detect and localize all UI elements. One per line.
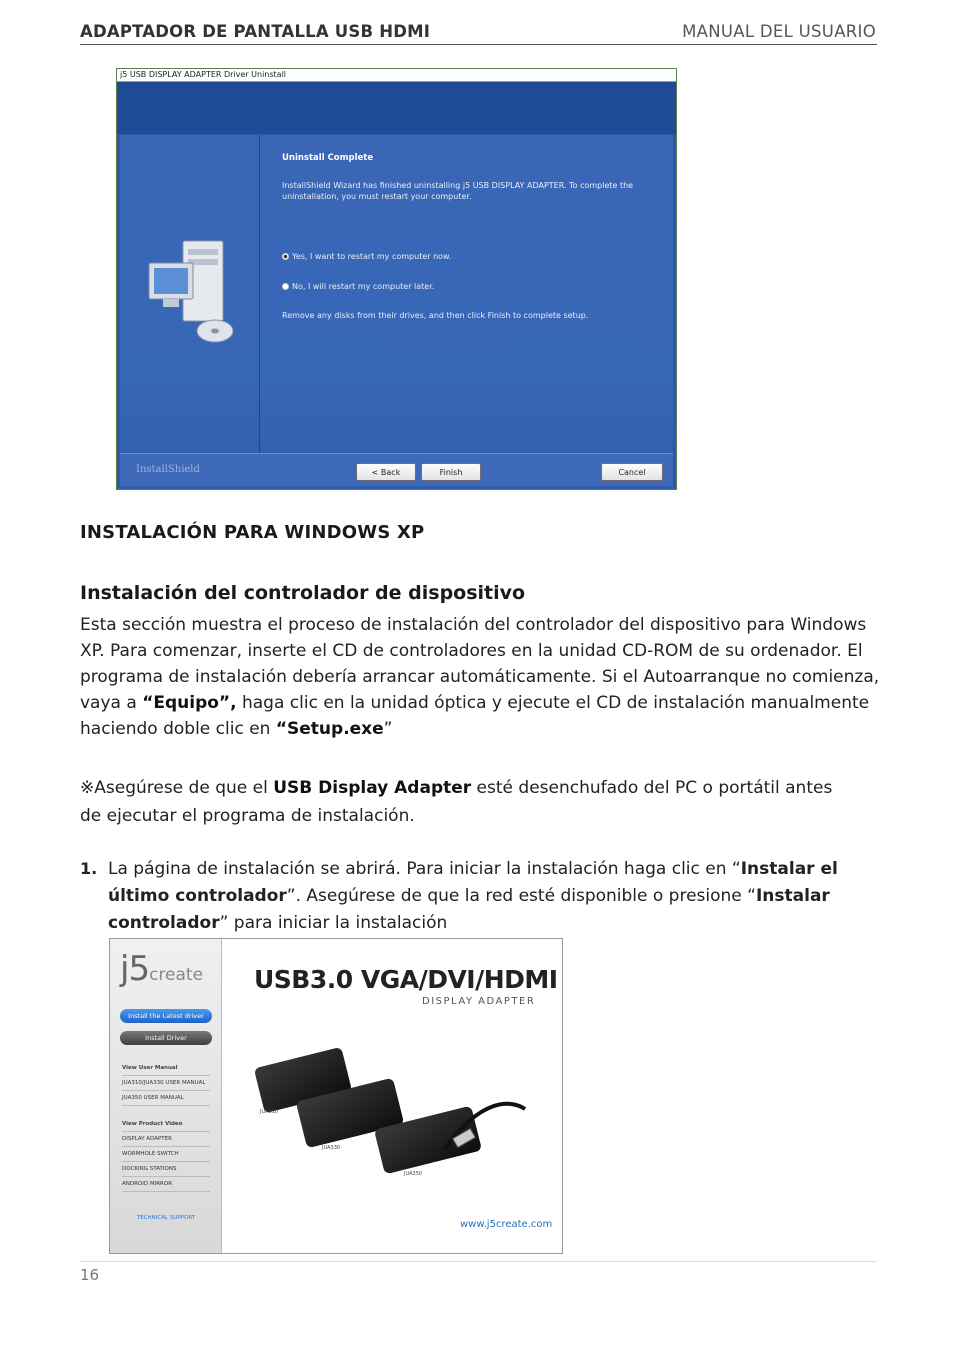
back-button[interactable]: < Back: [356, 463, 416, 481]
uninstall-heading: Uninstall Complete: [282, 153, 374, 163]
step-text-2: ”. Asegúrese de que la red esté disponible o presione “: [286, 886, 756, 906]
menu-jua350-manual[interactable]: JUA350 USER MANUAL: [122, 1091, 210, 1106]
usb-cable-image: [440, 1089, 540, 1159]
restart-now-label: Yes, I want to restart my computer now.: [292, 252, 452, 261]
uninstall-message: InstallShield Wizard has finished uninstalling j5 USB DISPLAY ADAPTER. To complete the uninstallation, you must restart your computer.: [282, 181, 634, 201]
technical-support-label: TECHNICAL SUPPORT: [136, 1215, 196, 1221]
website-link[interactable]: www.j5create.com: [460, 1219, 553, 1230]
menu-android-mirror[interactable]: ANDROID MIRROR: [122, 1177, 210, 1192]
intro-text-2: haga clic en la unidad óptica y ejecute el CD de instalación manualmente haciendo doble clic en: [80, 693, 870, 739]
radio-unselected-icon[interactable]: [282, 283, 289, 290]
header-rule: [80, 44, 877, 45]
intro-text-3: ”: [383, 719, 393, 739]
subsection-title: Instalación del controlador de dispositivo: [80, 582, 526, 604]
footer-rule: [80, 1261, 877, 1262]
window-banner: [117, 82, 676, 134]
step-1-text: [108, 856, 888, 937]
cancel-button[interactable]: Cancel: [601, 463, 663, 481]
menu-view-user-manual: View User Manual: [122, 1061, 210, 1076]
window-separator: [259, 135, 260, 455]
warning-text-1: ※Asegúrese de que el: [80, 778, 274, 798]
header-manual-label: MANUAL DEL USUARIO: [682, 22, 876, 41]
page-number: 16: [80, 1266, 100, 1284]
intro-text-1: Esta sección muestra el proceso de instalación del controlador del dispositivo para Windows XP. Para comenzar, inserte el CD de controladores en la unidad CD-ROM de su ordenador. El programa de instalación debería arrancar automáticamente. Si el Autoarranque no comienza, vaya a: [80, 615, 880, 713]
step-number: 1.: [80, 859, 98, 878]
restart-now-option[interactable]: [282, 251, 451, 262]
window-footer: [120, 453, 673, 486]
restart-later-option[interactable]: [282, 281, 434, 292]
section-title: INSTALACIÓN PARA WINDOWS XP: [80, 522, 425, 543]
intro-bold-setup: “Setup.exe: [275, 719, 384, 739]
step-bold-install-driver: Instalar controlador: [108, 886, 830, 933]
launcher-product-subtitle: DISPLAY ADAPTER: [422, 996, 536, 1007]
step-text-3: ” para iniciar la instalación: [219, 913, 448, 933]
launcher-sidebar: [110, 939, 222, 1253]
menu-display-adapter[interactable]: DISPLAY ADAPTER: [122, 1132, 210, 1147]
restart-later-label: No, I will restart my computer later.: [292, 282, 435, 291]
radio-selected-icon[interactable]: [282, 253, 289, 260]
menu-jua310-manual[interactable]: JUA310/JUA330 USER MANUAL: [122, 1076, 210, 1091]
model-label-jua330: JUA330: [322, 1145, 341, 1151]
install-driver-button[interactable]: Install Driver: [120, 1031, 212, 1045]
window-title: j5 USB DISPLAY ADAPTER Driver Uninstall: [117, 69, 676, 82]
launcher-product-title: USB3.0 VGA/DVI/HDMI: [254, 965, 558, 994]
uninstall-window-screenshot: [116, 68, 677, 490]
intro-bold-equipo: “Equipo”,: [142, 693, 237, 713]
menu-docking-stations[interactable]: DOCKING STATIONS: [122, 1162, 210, 1177]
step-text-1: La página de instalación se abrirá. Para iniciar la instalación haga clic en “: [108, 859, 741, 879]
model-label-jua310: JUA310: [260, 1109, 279, 1115]
j5create-logo: j5create: [120, 949, 204, 989]
warning-bold-device: USB Display Adapter: [273, 778, 472, 798]
installshield-brand: InstallShield: [136, 464, 200, 475]
intro-paragraph: [80, 612, 880, 742]
install-latest-driver-button[interactable]: Install the Latest driver: [120, 1009, 212, 1023]
step-bold-latest-driver: Instalar el último controlador: [108, 859, 838, 906]
launcher-screenshot: [109, 938, 563, 1254]
remove-disks-note: Remove any disks from their drives, and then click Finish to complete setup.: [282, 311, 589, 320]
finish-button[interactable]: Finish: [421, 463, 481, 481]
menu-view-product-video: View Product Video: [122, 1117, 210, 1132]
computer-icon: [145, 239, 245, 349]
menu-wormhole-switch[interactable]: WORMHOLE SWITCH: [122, 1147, 210, 1162]
model-label-jua350: JUA350: [404, 1171, 423, 1177]
warning-text-2: esté desenchufado del PC o portátil antes de ejecutar el programa de instalación.: [80, 778, 833, 826]
warning-paragraph: [80, 774, 850, 830]
header-title: ADAPTADOR DE PANTALLA USB HDMI: [80, 22, 431, 41]
